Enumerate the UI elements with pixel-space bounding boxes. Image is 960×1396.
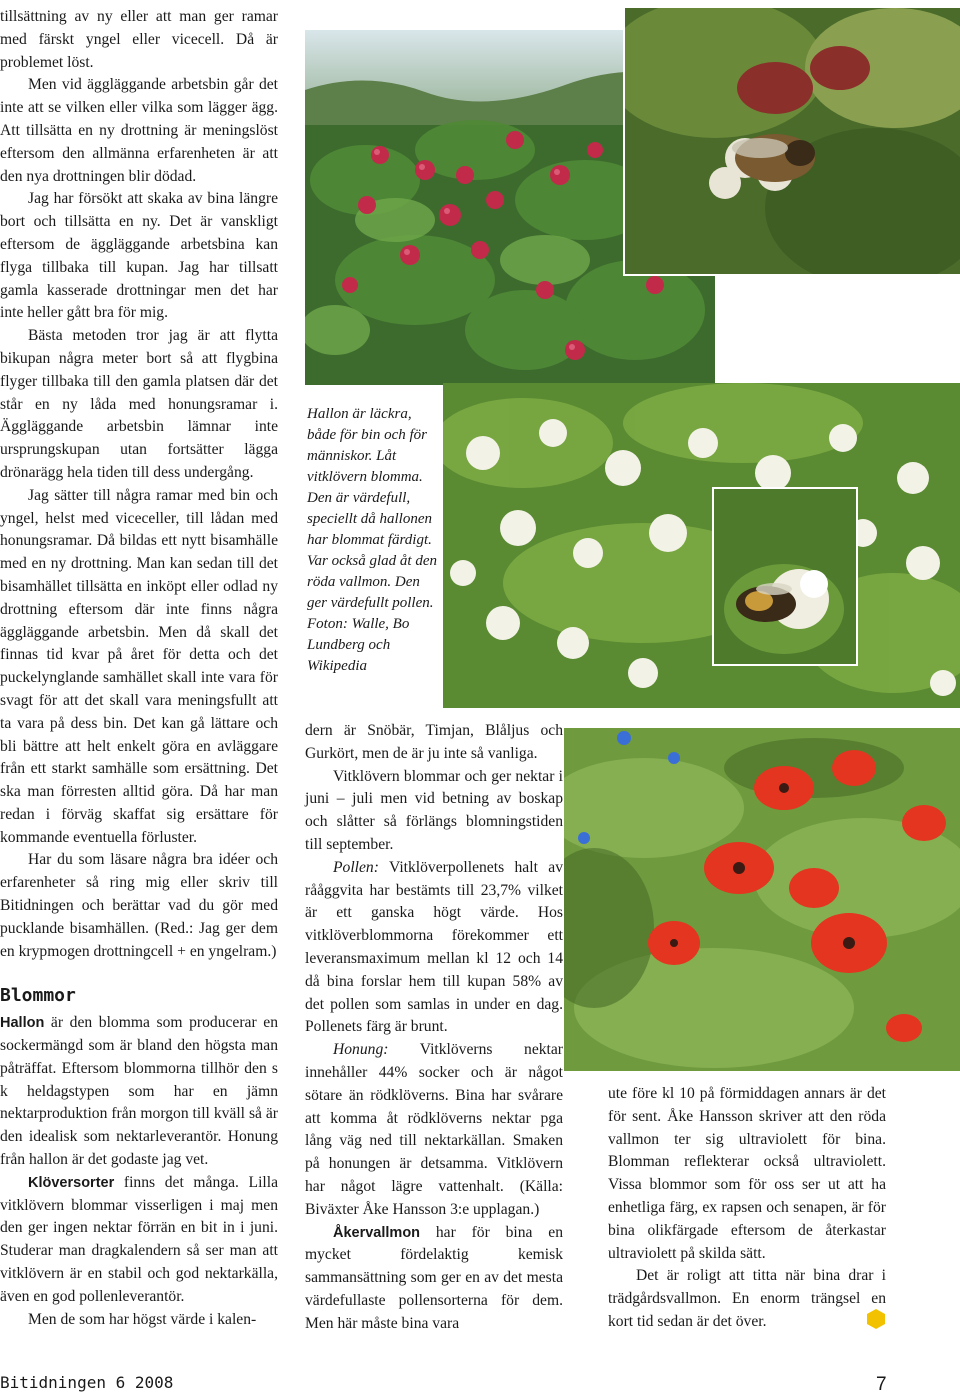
term-akervallmon: Åkervallmon [333,1224,421,1241]
paragraph: Det är roligt att titta när bina drar i trädgårdsvallmon. En enorm trängsel en kort tid sedan är det över. [608,1267,886,1330]
photo-bee-raspberry-flower [623,6,960,276]
term-kloversorter: Klöversorter [28,1174,115,1191]
paragraph-hallon: Hallon är den blomma som producerar en sockermängd som är bland den högsta man påträffat. Eftersom blommorna tillhör den s k heldagstypen som har en jämn nektarproduktion från morgon till kväll så är den idealisk som nektarleverantör. Honung från hallon är det godaste jag vet. [0,1014,278,1169]
paragraph: tillsättning av ny eller att man ger ramar med färskt yngel eller vicecell. Då är problemet löst. [0,8,278,71]
paragraph-akervallmon: Åkervallmon har för bina en mycket fördelaktig kemisk sammansättning som ger en av det mesta värdefullaste pollensorterna för dem. Men här måste bina vara [305,1223,563,1332]
photo-bumblebee-clover [712,487,858,666]
paragraph: Men vid äggläggande arbetsbin går det inte att se vilken eller vilka som lägger ägg. Att tillsätta en ny drottning är meningslöst eftersom den allmänna erfarenheten är att den nya drottningen blir dödad. [0,76,278,185]
paragraph: dern är Snöbär, Timjan, Blåljus och Gurkört, men de är ju inte så vanliga. [305,722,563,762]
label-pollen: Pollen: [333,858,379,876]
paragraph: ute före kl 10 på förmiddagen annars är det för sent. Åke Hansson skriver att den röda vallmon ter sig ultraviolett för bina. Blomman reflekterar också ultraviolett. Vissa blommor som för oss ser ut att ha enhetliga färg, ex rapsen och senapen, är för bina olikfärgade eftersom de återkastar ultraviolett på skilda sätt. [608,1085,886,1262]
page-number: 7 [876,1374,887,1395]
paragraph-kloversorter: Klöversorter finns det många. Lilla vitklövern blommar visserligen i maj men den ger ingen nektar förrän en bit in i juni. Studerar man dragkalendern så ser man att vitklövern är en stabil och god nektarkälla, även en god pollenleverantör. [0,1173,278,1305]
article-column-2 [305,720,563,1336]
paragraph: Jag sätter till några ramar med bin och yngel, helst med viceceller, till lådan med honungsramar. Då bildas ett nytt bisamhälle med en ny drottning. Man kan sedan till det bisamhället tillsätta en inköpt eller odlad ny drottning eftersom där inte finns några äggläggande arbetsbin. Men då skall det finnas tid kvar på året för detta och det puckelynglande samhället skall inte vara för svagt för att det skall vara meningsfullt att ta vara på dess bin. Det kan gå lättare och bli bättre att helt enkelt göra en avläggare från ett starkt samhälle som ersättning. Det ska man förresten alltid göra. Då har man redan i förväg skaffat sig ersättare för kommande eventuella förluster. [0,486,278,846]
paragraph-pollen: Pollen: Vitklöverpollenets halt av rååggvita har bestämts till 23,7% vilket är ett ganska högt värde. Hos vitklöverblommorna förekommer ett leveransmaximum mellan kl 12 och 14 då bina forslar hem till kupan 58% av det pollen som samlas in under en dag. Pollenets färg är brunt. [305,858,563,1036]
paragraph: Vitklövern blommar och ger nektar i juni – juli men vid betning av boskap och slåtter så förlängs blomningstiden till september. [305,767,563,853]
end-of-article-mark [866,1309,886,1329]
paragraph: Jag har försökt att skaka av bina längre bort och tillsätta en ny. Det är vanskligt eftersom de äggläggande arbetsbina kan flyga tillbaka till kupan. Jag har tillsatt gamla kasserade drottningar men det har inte heller gått bra för mig. [0,190,278,322]
paragraph: Bästa metoden tror jag är att flytta bikupan några meter bort så att flygbina flyger tillbaka till den gamla platsen där det står en ny låda med honungsramar i. Äggläggande arbetsbin lämnar inte ursprungskupan utan fortsätter lägga drönarägg hela tiden till dess undergång. [0,327,278,481]
paragraph: Men de som har högst värde i kalen- [28,1310,257,1328]
article-column-3 [608,1083,886,1334]
photo-caption: Hallon är läckra, både för bin och för människor. Låt vitklövern blomma. Den är värdefull, speciellt då hallonen har blommat färdigt. Var också glad åt den röda vallmon. Den ger värdefullt pollen. Foton: Walle, Bo Lundberg och Wikipedia [307,406,437,674]
footer-publication: Bitidningen 6 2008 [0,1373,174,1392]
article-column-1 [0,6,278,1331]
term-hallon: Hallon [0,1015,45,1032]
label-honung: Honung: [333,1041,389,1059]
end-mark-hexagon [867,1309,885,1329]
section-heading-blommor: Blommor [0,985,76,1007]
paragraph-honung: Honung: Vitklöverns nektar innehåller 44% socker och är något sötare än rödklöverns. Bina har svårare att komma åt rödklöverns nektar pga lång väg ned till nektarkällan. Smaken på honungen är detsamma. Vitklövern har något lägre vattenhalt. (Källa: Biväxter Åke Hansson 3:e upplagan.) [305,1041,563,1218]
photo-red-poppies [564,728,960,1071]
photo-white-clover [443,383,960,708]
paragraph: Har du som läsare några bra idéer och erfarenheter så ring mig eller skriv till Bitidningen och berättar vad du gör med pucklande bisamhällen. (Red.: Jag ger dem en krypmogen drottningcell + en yngelram.) [0,851,278,960]
